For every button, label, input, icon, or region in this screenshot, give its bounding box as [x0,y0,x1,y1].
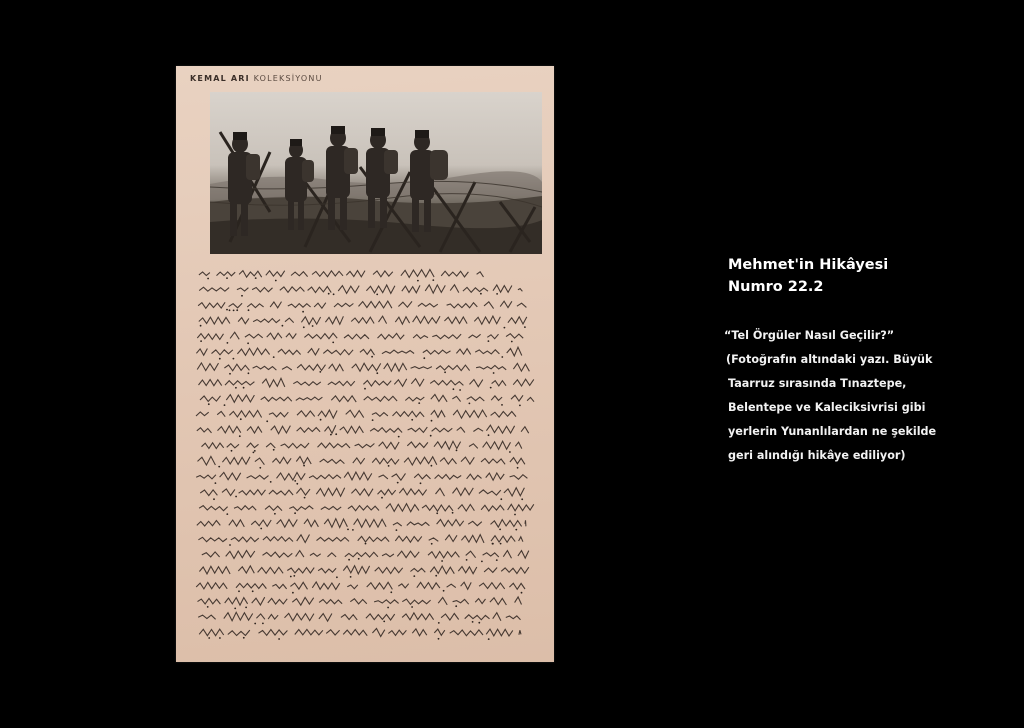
handwriting-dot [235,496,237,498]
handwriting-dot [350,576,352,578]
handwriting-stroke [199,504,534,512]
handwriting-stroke [200,488,524,497]
handwriting-dot [207,278,209,280]
handwriting-dot [236,309,238,311]
handwriting-dot [262,623,264,625]
handwriting-dot [436,512,438,514]
handwriting-dot [333,293,335,295]
collection-brand [190,74,323,83]
handwriting-dot [219,358,221,360]
handwriting-dot [435,575,437,577]
story-description [724,324,998,468]
handwriting-dot [411,419,413,421]
handwriting-dot [521,498,523,500]
handwriting-stroke [197,332,523,339]
handwriting-dot [431,465,433,467]
story-title [728,254,998,298]
handwriting-dot [500,543,502,545]
handwriting-dot [207,606,209,608]
handwriting-dot [336,576,338,578]
handwriting-dot [233,358,235,360]
handwriting-dot [430,435,432,437]
handwriting-dot [371,356,373,358]
handwriting-dot [319,371,321,373]
handwriting-dot [387,607,389,609]
handwriting-dot [466,559,468,561]
handwriting-stroke [199,566,528,574]
handwriting-dot [241,295,243,297]
handwriting-stroke [199,316,527,324]
handwriting-dot [229,373,231,375]
handwriting-stroke [196,472,527,480]
handwriting-dot [273,356,275,358]
handwriting-dot [396,529,398,531]
handwriting-dot [303,465,305,467]
handwriting-dot [247,342,249,344]
handwriting-stroke [197,363,529,371]
handwriting-dot [431,543,433,545]
handwriting-dot [443,590,445,592]
story-quote: “Tel Örgüler Nasıl Geçilir?” [724,329,895,342]
handwriting-dot [515,529,517,531]
handwriting-dot [200,340,202,342]
handwriting-dot [496,293,498,295]
handwriting-dot [238,590,240,592]
handwriting-dot [226,309,228,311]
brand-name: KEMAL ARI [190,74,250,83]
description-line-5: geri alındığı hikâye ediliyor) [728,449,906,462]
handwriting-dot [431,420,433,422]
handwriting-stroke [198,612,520,621]
handwriting-stroke [202,441,522,449]
handwriting-stroke [198,535,523,543]
handwriting-dot [390,591,392,593]
handwriting-dot [229,309,231,311]
handwriting-dot [383,621,385,623]
handwriting-dot [294,480,296,482]
handwriting-dot [488,340,490,342]
handwriting-dot [398,436,400,438]
handwriting-dot [335,433,337,435]
description-line-2: Taarruz sırasında Tınaztepe, [728,377,907,390]
soldiers-photo-illustration [210,92,542,254]
handwriting-dot [456,450,458,452]
handwriting-illustration [190,262,544,652]
handwriting-stroke [199,285,522,294]
story-title-line1: Mehmet'in Hikâyesi [728,257,889,273]
postcard-image [176,66,554,662]
handwriting-dot [452,512,454,514]
handwriting-stroke [198,301,526,309]
handwriting-dot [511,341,513,343]
handwriting-dot [423,357,425,359]
handwriting-dot [200,325,202,327]
handwriting-dot [352,529,354,531]
handwriting-dot [252,590,254,592]
brand-collection-label: KOLEKSİYONU [253,74,323,83]
handwriting-dot [388,465,390,467]
handwriting-stroke [199,270,484,278]
handwriting-dot [524,326,526,328]
handwriting-dot [501,404,503,406]
handwriting-dot [290,576,292,578]
handwriting-dot [208,403,210,405]
description-line-3: Belentepe ve Kaleciksivrisi gibi [728,401,926,414]
handwriting-dot [274,513,276,515]
handwriting-dot [455,605,457,607]
handwriting-dot [499,529,501,531]
handwriting-dot [248,309,250,311]
handwriting-dot [330,434,332,436]
handwriting-dot [453,388,455,390]
handwriting-dot [218,466,220,468]
handwriting-dot [514,514,516,516]
handwriting-dot [226,277,228,279]
handwriting-dot [229,544,231,546]
handwriting-dot [504,327,506,329]
handwriting-stroke [200,395,534,403]
handwriting-dot [444,371,446,373]
handwriting-dot [294,512,296,514]
handwriting-dot [481,561,483,563]
handwriting-dot [347,529,349,531]
handwriting-stroke [197,519,526,528]
handwriting-dot [459,389,461,391]
handwriting-dot [420,482,422,484]
handwriting-dot [432,279,434,281]
handwriting-dot [292,592,294,594]
handwriting-dot [234,608,236,610]
handwriting-dot [480,293,482,295]
handwriting-dot [441,560,443,562]
handwriting-dot [245,607,247,609]
handwriting-dot [302,311,304,313]
handwriting-dot [509,451,511,453]
handwriting-dot [253,452,255,454]
handwriting-stroke [198,456,525,465]
description-line-4: yerlerin Yunanlılardan ne şekilde [728,425,937,438]
handwriting-dot [270,481,272,483]
story-title-line2: Numro 22.2 [728,279,824,295]
handwriting-dot [438,622,440,624]
handwriting-dot [372,419,374,421]
historical-photo [210,92,542,254]
handwriting-dot [260,528,262,530]
handwriting-dot [219,637,221,639]
handwriting-dot [488,434,490,436]
handwriting-dot [231,450,233,452]
handwriting-dot [233,310,235,312]
handwriting-dot [417,280,419,282]
handwriting-stroke [199,378,534,387]
handwriting-dot [320,419,322,421]
handwriting-dot [348,559,350,561]
handwriting-dot [517,467,519,469]
handwriting-dot [478,622,480,624]
handwriting-dot [239,435,241,437]
handwriting-dot [496,559,498,561]
handwriting-dot [521,592,523,594]
handwriting-stroke [197,425,529,434]
handwriting-dot [493,372,495,374]
handwriting-dot [411,606,413,608]
handwriting-dot [248,372,250,374]
handwriting-dot [376,372,378,374]
handwriting-dot [278,638,280,640]
handwriting-dot [376,294,378,296]
handwriting-stroke [196,410,516,418]
handwriting-dot [254,450,256,452]
handwriting-dot [243,387,245,389]
handwriting-dot [500,498,502,500]
handwriting-dot [332,342,334,344]
handwriting-dot [365,543,367,545]
handwriting-dot [240,418,242,420]
handwriting-dot [328,293,330,295]
handwriting-dot [273,449,275,451]
handwriting-dot [381,497,383,499]
handwriting-dot [304,497,306,499]
handwriting-dot [227,342,229,344]
handwriting-dot [224,404,226,406]
handwriting-stroke [202,551,529,559]
handwriting-dot [397,482,399,484]
description-line-1: (Fotoğrafın altındaki yazı. Büyük [726,353,933,366]
handwriting-stroke [196,347,521,356]
handwriting-dot [235,387,237,389]
handwriting-dot [282,325,284,327]
handwriting-dot [296,483,298,485]
handwriting-dot [413,575,415,577]
handwriting-dot [364,388,366,390]
handwriting-dot [488,638,490,640]
handwriting-stroke [198,597,522,605]
handwriting-dot [213,498,215,500]
handwriting-stroke [196,582,525,589]
handwriting-dot [208,637,210,639]
handwriting-dot [215,482,217,484]
handwriting-stroke [199,629,521,637]
handwriting-dot [438,638,440,640]
handwriting-dot [255,277,257,279]
handwriting-dot [293,575,295,577]
handwriting-dot [418,402,420,404]
handwriting-dot [492,543,494,545]
handwriting-dot [490,387,492,389]
handwriting-dot [469,403,471,405]
handwriting-dot [303,326,305,328]
handwriting-dot [254,623,256,625]
handwriting-dot [358,558,360,560]
handwriting-dot [275,280,277,282]
handwriting-dot [312,325,314,327]
handwriting-dot [472,621,474,623]
caption-panel [724,254,998,468]
handwriting-dot [266,420,268,422]
handwriting-dot [501,356,503,358]
handwriting-dot [226,513,228,515]
handwriting-dot [259,467,261,469]
handwriting-dot [519,405,521,407]
handwritten-ottoman-text [190,262,544,652]
handwriting-dot [243,637,245,639]
